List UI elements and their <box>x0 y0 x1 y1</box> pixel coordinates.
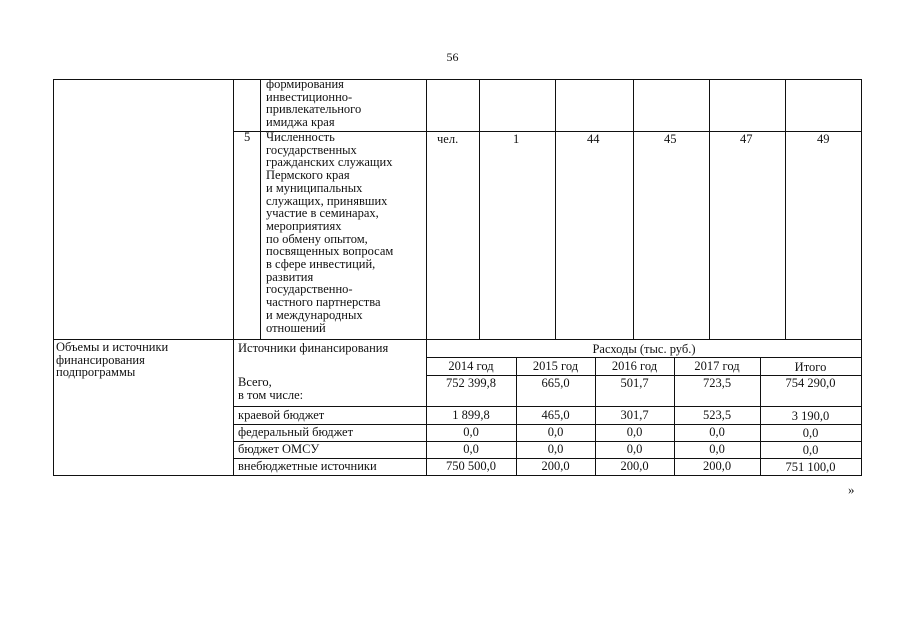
financing-value: 0,0 <box>626 425 643 439</box>
indicator-value: 44 <box>587 132 600 146</box>
financing-row-label: краевой бюджет <box>238 408 325 422</box>
financing-row-label: бюджет ОМСУ <box>238 442 320 456</box>
expenses-header: Расходы (тыс. руб.) <box>592 342 696 356</box>
financing-value: 200,0 <box>620 459 649 473</box>
financing-value: 665,0 <box>541 376 570 390</box>
financing-value: 0,0 <box>463 425 479 439</box>
financing-value: 0,0 <box>802 443 819 457</box>
year-header: 2016 год <box>611 359 658 373</box>
year-header: 2015 год <box>532 359 579 373</box>
financing-value: 751 100,0 <box>785 460 836 474</box>
financing-value: 754 290,0 <box>785 376 836 390</box>
financing-value: 723,5 <box>702 376 732 390</box>
sources-header: Источники финансирования <box>238 341 389 355</box>
indicator-number: 5 <box>244 130 251 144</box>
financing-section-label: Объемы и источники финансирования подпрограммы <box>56 340 169 380</box>
financing-value: 1 899,8 <box>452 408 490 422</box>
indicator-value: 47 <box>740 132 753 146</box>
financing-value: 200,0 <box>541 459 570 473</box>
financing-value: 301,7 <box>620 408 649 422</box>
financing-value: 0,0 <box>626 442 643 456</box>
financing-value: 523,5 <box>702 408 732 422</box>
total-header: Итого <box>794 360 827 374</box>
financing-value: 0,0 <box>463 442 479 456</box>
page-number: 56 <box>446 50 459 64</box>
financing-value: 465,0 <box>541 408 570 422</box>
indicator-name: Численность государственных гражданских служащих Пермского края и муниципальных служащих, принявших участие в семинарах, мероприятиях по обмену опытом, посвященных вопросам в сфере инвестиций, развития государственно- частного партнерства и международных отношений <box>266 130 394 335</box>
year-header: 2017 год <box>694 359 740 373</box>
financing-value: 0,0 <box>709 442 725 456</box>
financing-row-label: федеральный бюджет <box>238 425 354 439</box>
year-header: 2014 год <box>448 359 494 373</box>
financing-value: 752 399,8 <box>446 376 496 390</box>
financing-value: 3 190,0 <box>791 409 830 423</box>
indicator-value: 49 <box>817 132 830 146</box>
financing-value: 0,0 <box>547 425 564 439</box>
financing-value: 501,7 <box>620 376 649 390</box>
financing-value: 200,0 <box>702 459 732 473</box>
indicator-value: 45 <box>664 132 677 146</box>
financing-value: 0,0 <box>802 426 819 440</box>
financing-value: 0,0 <box>547 442 564 456</box>
financing-value: 750 500,0 <box>446 459 496 473</box>
financing-row-label: Всего, в том числе: <box>238 375 304 402</box>
indicator-name-continuation: формирования инвестиционно- привлекательного имиджа края <box>266 77 362 130</box>
indicator-unit: чел. <box>437 132 459 146</box>
indicator-value: 1 <box>513 132 520 146</box>
closing-quote-mark: » <box>848 482 855 497</box>
financing-row-label: внебюджетные источники <box>238 459 377 473</box>
financing-value: 0,0 <box>709 425 725 439</box>
